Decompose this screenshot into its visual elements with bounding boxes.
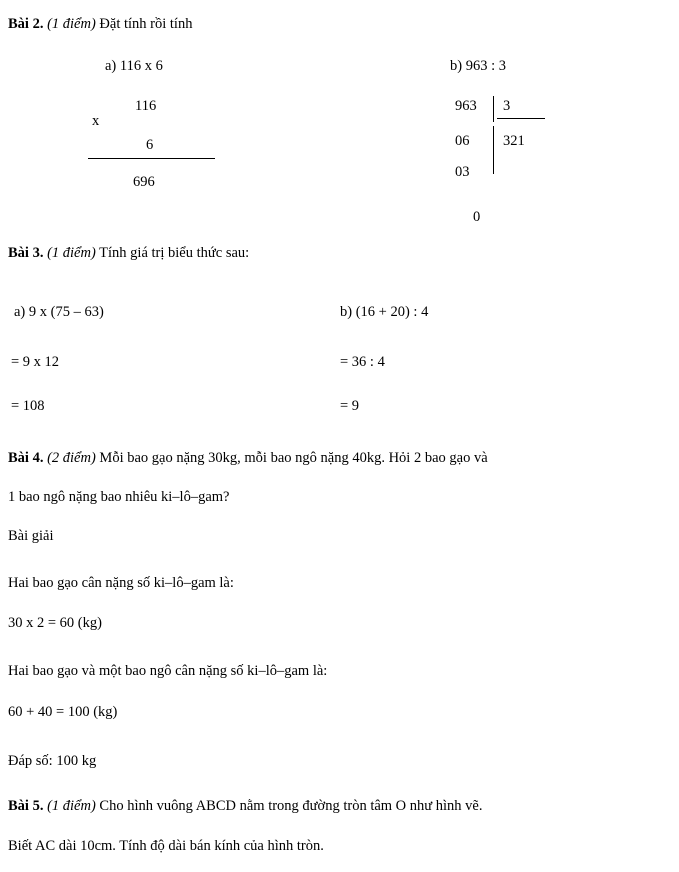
exercise-2b-dividend: 963 (455, 98, 477, 114)
exercise-2a-operand1: 116 (135, 98, 157, 114)
exercise-2b-step2: 03 (455, 164, 470, 180)
exercise-2b-remainder: 0 (473, 209, 481, 225)
exercise-3-label: Bài 3. (8, 245, 44, 261)
exercise-5-prompt-line-2: Biết AC dài 10cm. Tính độ dài bán kính của hình tròn. (8, 838, 324, 854)
exercise-2a-operand2: 6 (146, 137, 154, 153)
exercise-3b-line-1: b) (16 + 20) : 4 (340, 304, 429, 320)
exercise-5-heading (8, 798, 482, 815)
exercise-2b-divisor-rule (497, 118, 545, 119)
exercise-4-heading (8, 450, 488, 467)
exercise-2-label: Bài 2. (8, 16, 44, 32)
exercise-3b-line-3: = 9 (340, 398, 360, 414)
exercise-4-solution-line-3: 30 x 2 = 60 (kg) (8, 615, 102, 631)
exercise-4-prompt-line-2: 1 bao ngô nặng bao nhiêu ki–lô–gam? (8, 489, 230, 505)
exercise-2a-result: 696 (133, 174, 155, 190)
exercise-4-label: Bài 4. (8, 450, 44, 466)
exercise-4-solution-line-1: Bài giải (8, 528, 54, 544)
exercise-5-label: Bài 5. (8, 798, 44, 814)
exercise-4-solution-line-2: Hai bao gạo cân nặng số ki–lô–gam là: (8, 575, 234, 591)
exercise-5-prompt-line-1: Cho hình vuông ABCD nằm trong đường tròn tâm O như hình vẽ. (99, 798, 483, 814)
exercise-2b-heading: b) 963 : 3 (450, 58, 506, 74)
exercise-2b-division-bar-mid (493, 126, 494, 174)
exercise-2a-heading: a) 116 x 6 (105, 58, 163, 74)
exercise-2b-step1: 06 (455, 133, 470, 149)
exercise-4-solution-line-5: 60 + 40 = 100 (kg) (8, 704, 118, 720)
exercise-3-prompt: Tính giá trị biểu thức sau: (99, 245, 250, 261)
exercise-2b-division-bar-top (493, 96, 494, 122)
exercise-3-heading (8, 245, 249, 262)
exercise-2-prompt: Đặt tính rồi tính (99, 16, 193, 32)
exercise-2-heading (8, 16, 192, 33)
exercise-2a-rule (88, 158, 215, 159)
exercise-3b-line-2: = 36 : 4 (340, 354, 385, 370)
exercise-3a-line-1: a) 9 x (75 – 63) (14, 304, 104, 320)
exercise-4-prompt-line-1: Mỗi bao gạo nặng 30kg, mỗi bao ngô nặng 40kg. Hỏi 2 bao gạo và (99, 450, 488, 466)
exercise-4-points: (2 điểm) (47, 450, 96, 466)
exercise-2a-operator: x (92, 113, 100, 129)
exercise-2b-divisor: 3 (503, 98, 511, 114)
exercise-4-solution-line-4: Hai bao gạo và một bao ngô cân nặng số ki–lô–gam là: (8, 663, 328, 679)
exercise-3-points: (1 điểm) (47, 245, 96, 261)
exercise-4-solution-line-6: Đáp số: 100 kg (8, 753, 97, 769)
exercise-2-points: (1 điểm) (47, 16, 96, 32)
exercise-3a-line-3: = 108 (11, 398, 45, 414)
exercise-2b-quotient: 321 (503, 133, 525, 149)
exercise-5-points: (1 điểm) (47, 798, 96, 814)
exercise-3a-line-2: = 9 x 12 (11, 354, 60, 370)
